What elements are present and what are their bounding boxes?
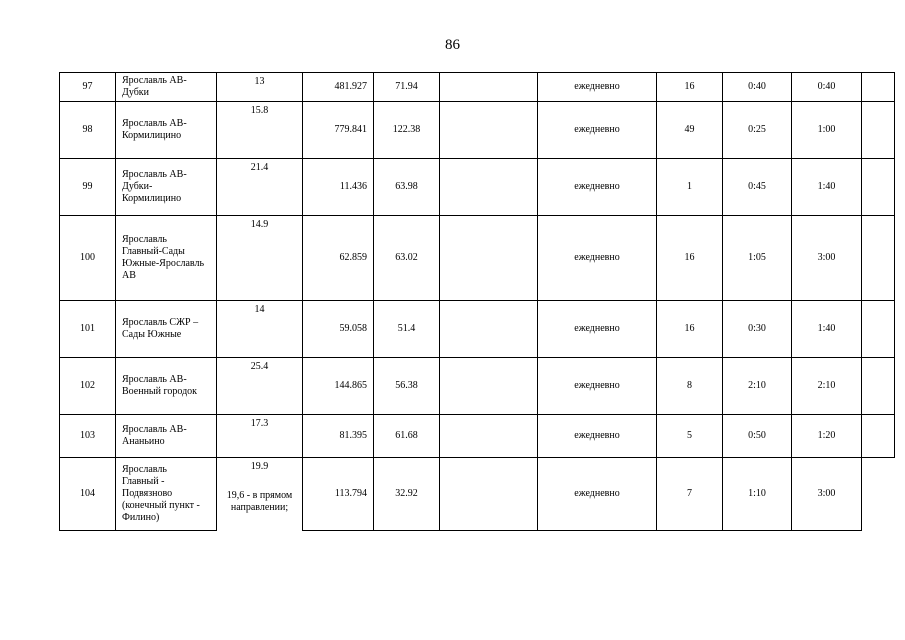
volume-cell: 51.4 xyxy=(374,301,440,358)
empty-cell xyxy=(440,458,538,531)
empty-cell xyxy=(440,415,538,458)
interval-cell: 1:05 xyxy=(723,216,792,301)
route-name-cell: Ярославль АВ- Кормилицино xyxy=(116,102,217,159)
empty-cell xyxy=(440,358,538,415)
travel-time-cell: 1:40 xyxy=(792,159,862,216)
annual-km-cell: 62.859 xyxy=(303,216,374,301)
volume-cell: 63.02 xyxy=(374,216,440,301)
schedule-cell: ежедневно xyxy=(538,73,657,102)
empty-cell xyxy=(440,73,538,102)
extra-cell xyxy=(862,102,895,159)
empty-cell xyxy=(440,159,538,216)
interval-cell: 0:50 xyxy=(723,415,792,458)
interval-cell: 0:25 xyxy=(723,102,792,159)
empty-cell xyxy=(440,102,538,159)
volume-cell: 71.94 xyxy=(374,73,440,102)
trips-cell: 7 xyxy=(657,458,723,531)
schedule-cell: ежедневно xyxy=(538,102,657,159)
route-length-cell: 15.8 xyxy=(217,102,303,159)
table-row xyxy=(60,301,895,358)
route-name-cell: Ярославль Главный - Подвязново (конечный пункт - Филино) xyxy=(116,458,217,531)
interval-cell: 1:10 xyxy=(723,458,792,531)
schedule-cell: ежедневно xyxy=(538,159,657,216)
table-row xyxy=(60,415,895,458)
interval-cell: 0:30 xyxy=(723,301,792,358)
routes-table-body xyxy=(60,73,895,531)
extra-cell xyxy=(862,358,895,415)
trips-cell: 5 xyxy=(657,415,723,458)
route-length-cell xyxy=(217,458,303,531)
table-row xyxy=(60,216,895,301)
volume-cell: 56.38 xyxy=(374,358,440,415)
schedule-cell: ежедневно xyxy=(538,415,657,458)
route-length-note: 19,6 - в прямом направлении; xyxy=(226,490,293,513)
interval-cell: 0:45 xyxy=(723,159,792,216)
extra-cell xyxy=(862,415,895,458)
travel-time-cell: 1:00 xyxy=(792,102,862,159)
route-name-cell: Ярославль СЖР – Сады Южные xyxy=(116,301,217,358)
schedule-cell: ежедневно xyxy=(538,216,657,301)
annual-km-cell: 113.794 xyxy=(303,458,374,531)
route-name-cell: Ярославль Главный-Сады Южные-Ярославль АВ xyxy=(116,216,217,301)
row-number-cell: 101 xyxy=(60,301,116,358)
table-row xyxy=(60,73,895,102)
table-row xyxy=(60,458,895,531)
volume-cell: 63.98 xyxy=(374,159,440,216)
route-length-cell: 14.9 xyxy=(217,216,303,301)
empty-cell xyxy=(440,216,538,301)
row-number-cell: 98 xyxy=(60,102,116,159)
schedule-cell: ежедневно xyxy=(538,458,657,531)
table-row xyxy=(60,358,895,415)
route-length-cell: 14 xyxy=(217,301,303,358)
trips-cell: 8 xyxy=(657,358,723,415)
route-length-cell: 17.3 xyxy=(217,415,303,458)
extra-cell xyxy=(862,73,895,102)
interval-cell: 2:10 xyxy=(723,358,792,415)
annual-km-cell: 81.395 xyxy=(303,415,374,458)
route-name-cell: Ярославль АВ- Дубки xyxy=(116,73,217,102)
route-name-cell: Ярославль АВ- Ананьино xyxy=(116,415,217,458)
trips-cell: 16 xyxy=(657,301,723,358)
travel-time-cell: 0:40 xyxy=(792,73,862,102)
extra-cell xyxy=(862,159,895,216)
interval-cell: 0:40 xyxy=(723,73,792,102)
row-number-cell: 102 xyxy=(60,358,116,415)
travel-time-cell: 2:10 xyxy=(792,358,862,415)
annual-km-cell: 59.058 xyxy=(303,301,374,358)
trips-cell: 16 xyxy=(657,216,723,301)
volume-cell: 122.38 xyxy=(374,102,440,159)
route-length-cell: 25.4 xyxy=(217,358,303,415)
row-number-cell: 104 xyxy=(60,458,116,531)
row-number-cell: 97 xyxy=(60,73,116,102)
row-number-cell: 100 xyxy=(60,216,116,301)
annual-km-cell: 481.927 xyxy=(303,73,374,102)
schedule-cell: ежедневно xyxy=(538,358,657,415)
extra-cell xyxy=(862,216,895,301)
table-row xyxy=(60,159,895,216)
travel-time-cell: 3:00 xyxy=(792,458,862,531)
annual-km-cell: 144.865 xyxy=(303,358,374,415)
route-length-value: 19.9 xyxy=(250,461,269,472)
extra-cell xyxy=(862,301,895,358)
trips-cell: 16 xyxy=(657,73,723,102)
schedule-cell: ежедневно xyxy=(538,301,657,358)
annual-km-cell: 779.841 xyxy=(303,102,374,159)
page-number: 86 xyxy=(445,37,460,53)
empty-cell xyxy=(440,301,538,358)
annual-km-cell: 11.436 xyxy=(303,159,374,216)
volume-cell: 32.92 xyxy=(374,458,440,531)
route-name-cell: Ярославль АВ- Дубки- Кормилицино xyxy=(116,159,217,216)
trips-cell: 49 xyxy=(657,102,723,159)
extra-cell xyxy=(862,458,895,531)
routes-table xyxy=(59,72,895,531)
trips-cell: 1 xyxy=(657,159,723,216)
row-number-cell: 99 xyxy=(60,159,116,216)
route-name-cell: Ярославль АВ- Военный городок xyxy=(116,358,217,415)
travel-time-cell: 1:20 xyxy=(792,415,862,458)
volume-cell: 61.68 xyxy=(374,415,440,458)
route-length-cell: 21.4 xyxy=(217,159,303,216)
table-row xyxy=(60,102,895,159)
travel-time-cell: 3:00 xyxy=(792,216,862,301)
travel-time-cell: 1:40 xyxy=(792,301,862,358)
route-length-cell: 13 xyxy=(217,73,303,102)
row-number-cell: 103 xyxy=(60,415,116,458)
